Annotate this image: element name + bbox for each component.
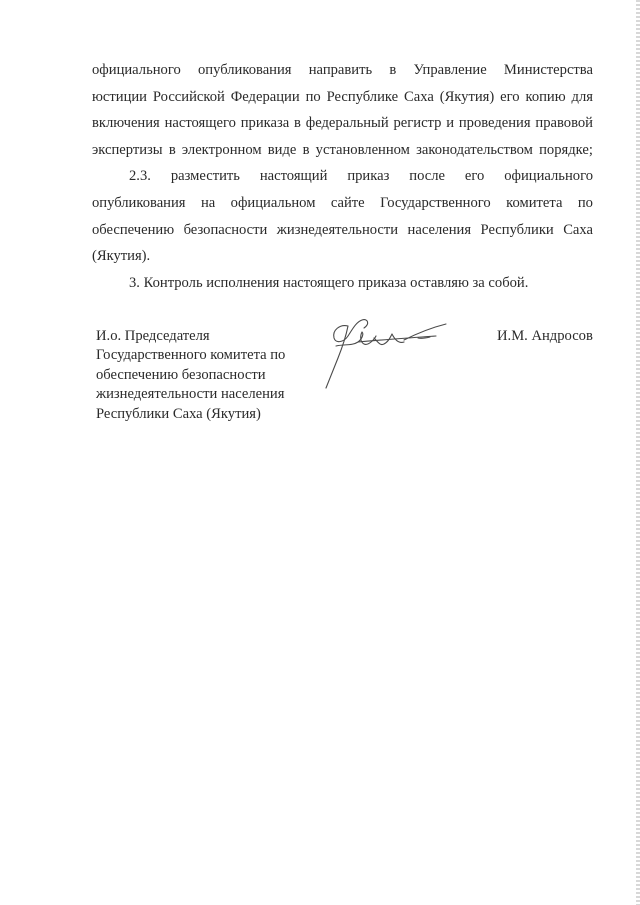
word: включения xyxy=(92,115,160,132)
word: Государственного xyxy=(380,194,491,211)
word: Саха xyxy=(563,221,593,238)
word: комитета xyxy=(506,194,563,211)
word: направить xyxy=(308,62,373,78)
word: экспертизы xyxy=(92,141,163,158)
word: Республике xyxy=(326,88,399,105)
word: 2.3. xyxy=(129,168,151,185)
word: приказа xyxy=(240,115,290,132)
word: в xyxy=(302,141,310,158)
signatory-name: И.М. Андросов xyxy=(497,328,593,344)
word: Республики xyxy=(480,221,554,238)
word: в xyxy=(168,141,176,158)
paragraph-control: 3. Контроль исполнения настоящего приказа оставляю за собой. xyxy=(129,274,529,291)
text-line xyxy=(92,110,593,137)
word: и xyxy=(446,115,455,132)
text-line xyxy=(92,84,593,111)
word: законодательством xyxy=(416,141,533,158)
word: (Якутия) xyxy=(439,88,495,105)
word: Федерации xyxy=(230,88,300,105)
word: копию xyxy=(525,88,566,105)
word: по xyxy=(577,194,593,211)
word: для xyxy=(571,88,593,105)
position-line: И.о. Председателя xyxy=(96,328,210,344)
word: Управление xyxy=(413,62,487,78)
position-line: жизнедеятельности населения xyxy=(96,386,285,403)
word: регистр xyxy=(393,115,442,132)
word: обеспечению xyxy=(92,221,175,238)
word: жизнедеятельности xyxy=(276,221,399,238)
position-line: обеспечению безопасности xyxy=(96,366,266,383)
word: проведения xyxy=(458,115,531,132)
text-line xyxy=(92,217,593,244)
scan-edge xyxy=(636,0,640,905)
text-line xyxy=(92,163,593,190)
word: Саха xyxy=(404,88,434,105)
word: официального xyxy=(504,168,593,185)
word: населения xyxy=(407,221,472,238)
word: настоящий xyxy=(259,168,328,185)
text-line: (Якутия). xyxy=(92,248,151,265)
word: порядке; xyxy=(539,141,593,158)
signatory-position xyxy=(96,327,285,424)
word: официальном xyxy=(230,194,316,211)
text-line xyxy=(92,137,593,164)
word: официального xyxy=(92,62,181,78)
word: по xyxy=(305,88,321,105)
word: виде xyxy=(267,141,297,158)
word: в xyxy=(389,62,397,78)
word: юстиции xyxy=(92,88,147,105)
word: приказ xyxy=(347,168,390,185)
word: Российской xyxy=(152,88,225,105)
word: федеральный xyxy=(305,115,389,132)
word: опубликования xyxy=(197,62,292,78)
word: в xyxy=(294,115,301,132)
word: установленном xyxy=(315,141,410,158)
word: после xyxy=(409,168,445,185)
word: на xyxy=(200,194,216,211)
position-line: Республики Саха (Якутия) xyxy=(96,405,261,422)
word: разместить xyxy=(170,168,240,185)
word: безопасности xyxy=(183,221,268,238)
word: опубликования xyxy=(92,194,186,211)
handwritten-signature xyxy=(318,312,458,392)
position-line: Государственного комитета по xyxy=(96,347,286,364)
word: Министерства xyxy=(503,62,593,78)
document-body xyxy=(92,57,593,296)
word: сайте xyxy=(330,194,365,211)
word: настоящего xyxy=(164,115,236,132)
word: электронном xyxy=(181,141,262,158)
word: его xyxy=(464,168,485,185)
word: его xyxy=(500,88,520,105)
text-line xyxy=(92,190,593,217)
word: правовой xyxy=(535,115,593,132)
text-line xyxy=(92,57,593,84)
